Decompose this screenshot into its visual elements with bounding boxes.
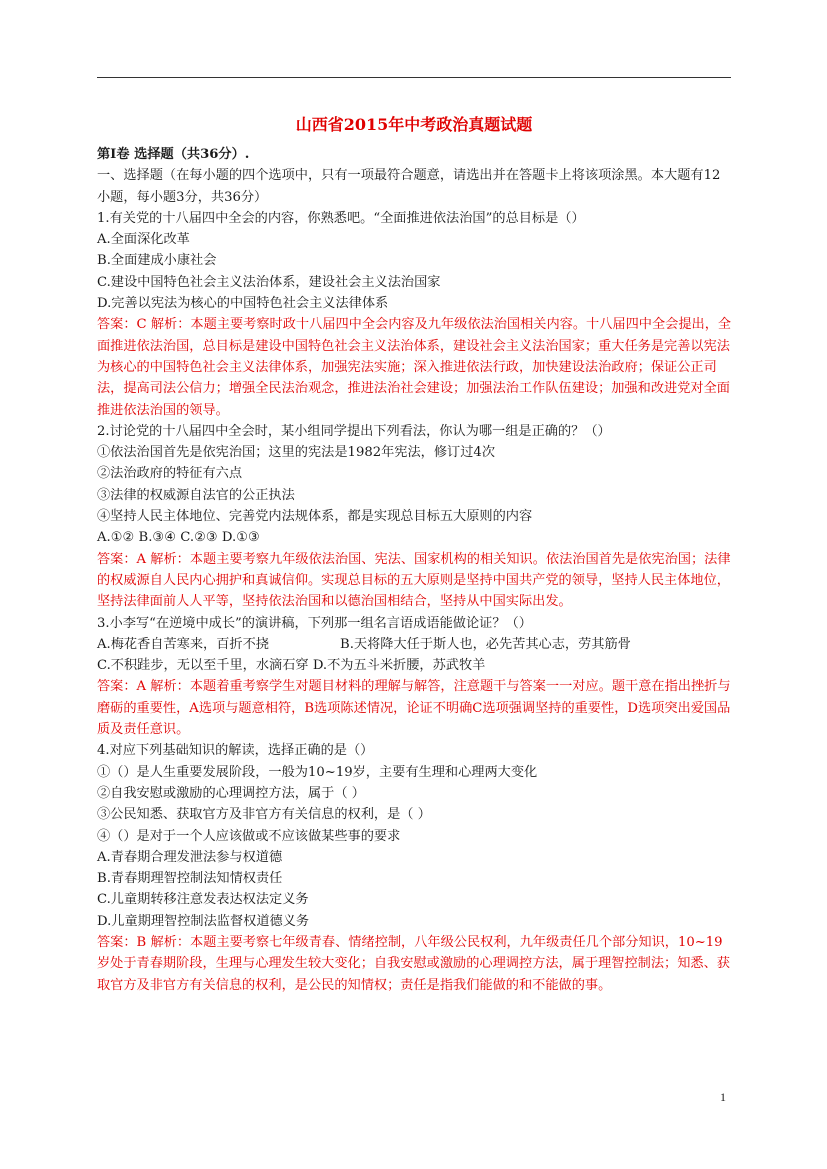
question-2-options: A.①② B.③④ C.②③ D.①③ — [97, 530, 260, 546]
question-2-item-3: ③法律的权威源自法官的公正执法 — [97, 487, 295, 503]
page-number: 1 — [720, 1090, 726, 1104]
question-4-option-c: C.儿童期转移注意发表达权法定义务 — [97, 892, 309, 908]
question-4-item-3: ③公民知悉、获取官方及非官方有关信息的权利，是（ ） — [97, 807, 431, 823]
question-3-option-b: B.天将降大任于斯人也，必先苦其心志，劳其筋骨 — [340, 636, 631, 652]
question-1-answer: 答案：C 解析：本题主要考察时政十八届四中全会内容及九年级依法治国相关内容。十八届四中全会提出，全面推进依法治国，总目标是建设中国特色社会主义法治体系，建设社会主义法治国家；重大任务是完善以宪法为核心的中国特色社会主义法律体系，加强宪法实施；深入推进依法行政，加快建设法治政府；保证公正司法，提高司法公信力；增强全民法治观念，推进法治社会建设；加强法治工作队伍建设；加强和改进党对全面推进依法治国的领导。 — [97, 317, 732, 418]
question-3-option-a: A.梅花香自苦寒来，百折不挠 — [97, 636, 269, 652]
document-body — [97, 144, 733, 996]
question-1-option-c: C.建设中国特色社会主义法治体系，建设社会主义法治国家 — [97, 274, 441, 290]
question-4-option-b: B.青春期理智控制法知情权责任 — [97, 871, 283, 887]
question-4-item-2: ②自我安慰或激励的心理调控方法，属于（ ） — [97, 785, 365, 801]
header-rule — [97, 77, 731, 78]
document-title: 山西省2015年中考政治真题试题 — [295, 115, 533, 134]
question-2-item-4: ④坚持人民主体地位、完善党内法规体系，都是实现总目标五大原则的内容 — [97, 509, 533, 525]
question-4-stem: 4.对应下列基础知识的解读，选择正确的是（） — [97, 743, 374, 759]
question-3-answer: 答案：A 解析：本题着重考察学生对题目材料的理解与解答，注意题干与答案一一对应。题干意在指出挫折与磨砺的重要性，A选项与题意相符，B选项陈述情况，论证不明确C选项强调坚持的重要性，D选项突出爱国品质及责任意识。 — [97, 679, 731, 738]
question-4-item-1: ①（）是人生重要发展阶段，一般为10~19岁，主要有生理和心理两大变化 — [97, 764, 538, 780]
question-4-item-4: ④（）是对于一个人应该做或不应该做某些事的要求 — [97, 828, 401, 844]
question-2-stem: 2.讨论党的十八届四中全会时，某小组同学提出下列看法，你认为哪一组是正确的？（） — [97, 423, 611, 439]
question-3-stem: 3.小李写“在逆境中成长”的演讲稿，下列那一组名言语成语能做论证？（） — [97, 615, 532, 631]
question-1-option-a: A.全面深化改革 — [97, 232, 190, 248]
question-1-stem: 1.有关党的十八届四中全会的内容，你熟悉吧。“全面推进依法治国”的总目标是（） — [97, 210, 585, 226]
question-3-options-ab — [97, 634, 733, 655]
question-2-answer: 答案：A 解析：本题主要考察九年级依法治国、宪法、国家机构的相关知识。依法治国首先是依宪治国；法律的权威源自人民内心拥护和真诚信仰。实现总目标的五大原则是坚持中国共产党的领导，坚持人民主体地位，坚持法律面前人人平等，坚持依法治国和以德治国相结合，坚持从中国实际出发。 — [97, 551, 731, 610]
question-4-option-d: D.儿童期理智控制法监督权道德义务 — [97, 913, 310, 929]
question-3-options-cd: C.不积跬步，无以至千里，水滴石穿 D.不为五斗米折腰，苏武牧羊 — [97, 658, 486, 674]
question-1-option-b: B.全面建成小康社会 — [97, 253, 217, 269]
question-4-answer: 答案：B 解析：本题主要考察七年级青春、情绪控制，八年级公民权利，九年级责任几个部分知识，10~19 岁处于青春期阶段，生理与心理发生较大变化；自我安慰或激励的心理调控方法，属于理智控制法；知悉、获取官方及非官方有关信息的权利，是公民的知情权；责任是指我们能做的和不能做的事。 — [97, 934, 730, 993]
section-instructions: 一、选择题（在每小题的四个选项中，只有一项最符合题意，请选出并在答题卡上将该项涂黑。本大题有12小题，每小题3分，共36分） — [97, 168, 721, 205]
question-4-option-a: A.青春期合理发泄法参与权道德 — [97, 849, 283, 865]
question-1-option-d: D.完善以宪法为核心的中国特色社会主义法律体系 — [97, 296, 389, 312]
question-2-item-1: ①依法治国首先是依宪治国；这里的宪法是1982年宪法，修订过4次 — [97, 445, 496, 461]
section-heading: 第Ⅰ卷 选择题（共36分）. — [97, 147, 250, 162]
question-2-item-2: ②法治政府的特征有六点 — [97, 466, 243, 482]
